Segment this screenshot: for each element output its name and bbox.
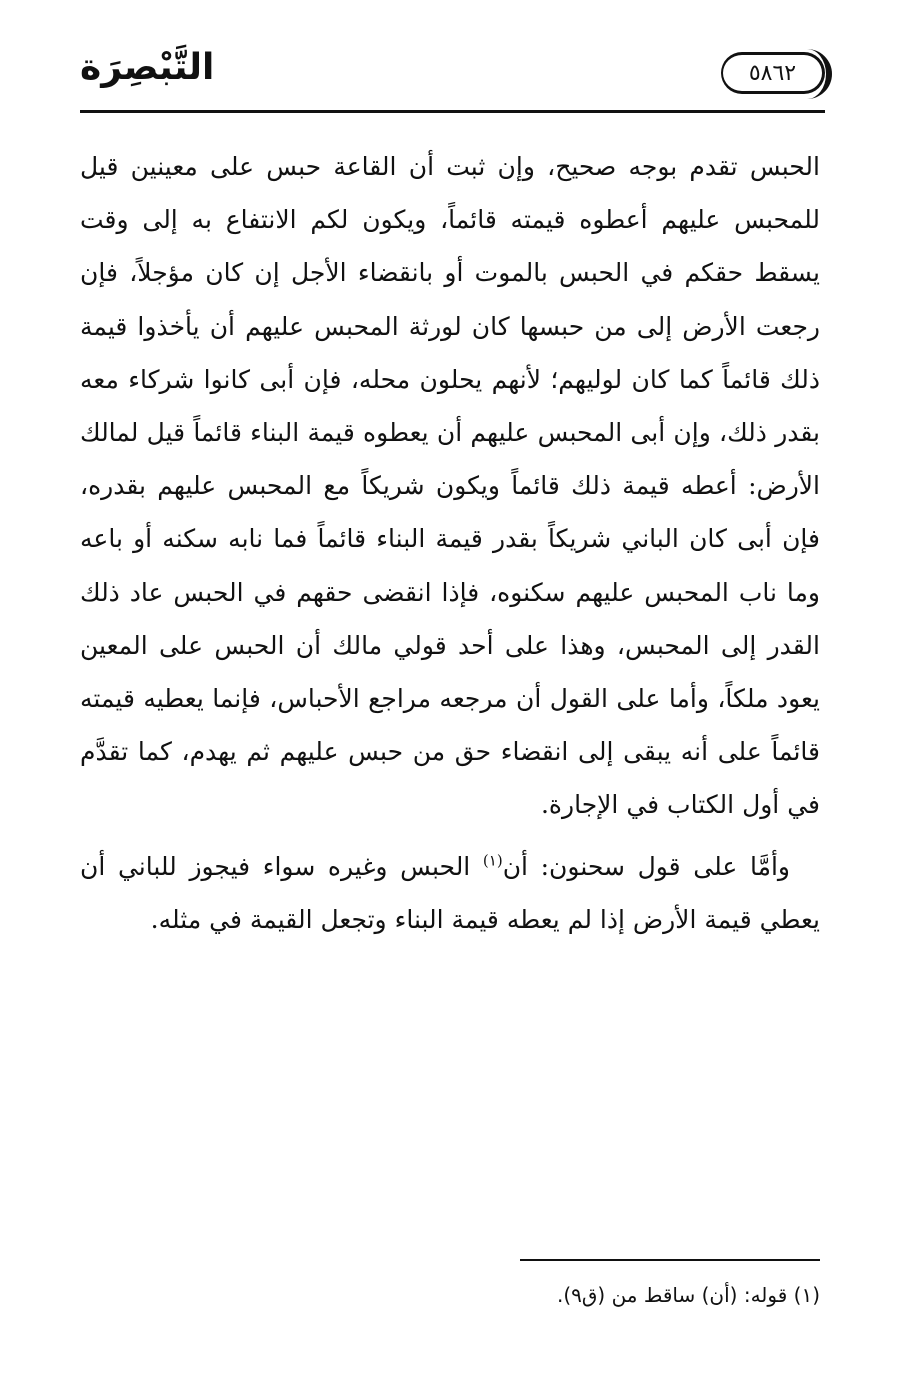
header-divider [80,110,825,113]
book-title-logo: التَّبْصِرَة [80,47,215,88]
footnote-divider [520,1259,820,1261]
paragraph-1: الحبس تقدم بوجه صحيح، وإن ثبت أن القاعة حبس على معينين قيل للمحبس عليهم أعطوه قيمته قائماً، ويكون لكم الانتفاع به إلى وقت يسقط حقكم في الحبس بالموت أو بانقضاء الأجل إن كان مؤجلاً، فإن رجعت الأرض إلى من حبسها كان لورثة المحبس عليهم أن يأخذوا قيمة ذلك قائماً كما كان لوليهم؛ لأنهم يحلون محله، فإن أبى كانوا شركاء معه بقدر ذلك، وإن أبى المحبس عليهم أن يعطوه قيمة البناء قائماً قيل لمالك الأرض: أعطه قيمة ذلك قائماً ويكون شريكاً مع المحبس عليهم بقدره، فإن أبى كان الباني شريكاً بقدر قيمة البناء قائماً فما نابه سكنه أو باعه وما ناب المحبس عليهم سكنوه، فإذا انقضى حقهم في الحبس عاد ذلك القدر إلى المحبس، وهذا على أحد قولي مالك أن الحبس على المعين يعود ملكاً، وأما على القول أن مرجعه مراجع الأحباس، فإنما يعطيه قيمته قائماً على أنه يبقى إلى انقضاء حق من حبس عليهم ثم يهدم، كما تقدَّم في أول الكتاب في الإجارة. [80,152,820,820]
paragraph-2 [80,840,820,946]
main-text [80,140,820,946]
page-number-badge [721,52,825,94]
footnote: (١) قوله: (أن) ساقط من (ق٩). [556,1283,820,1307]
footnote-reference: (١) [482,851,503,870]
paragraph-2-start: وأمَّا على قول سحنون: أن [502,851,790,881]
page-header [80,44,825,116]
page-number: ٥٨٦٢ [748,60,797,86]
paragraph-2-end: الحبس وغيره سواء فيجوز للباني أن يعطي قيمة الأرض إذا لم يعطه قيمة البناء وتجعل القيمة في مثله. [80,851,820,934]
